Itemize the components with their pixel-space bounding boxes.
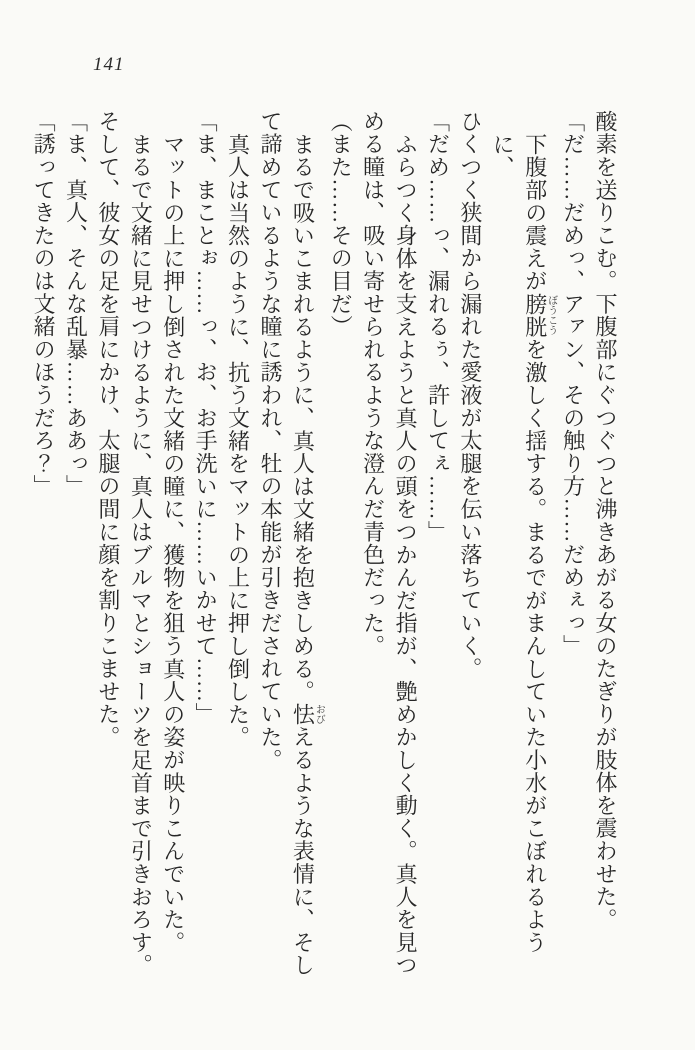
text-line: まるで吸いこまれるように、真人は文緒を抱きしめる。怯おびえるような表情に、そし xyxy=(290,133,325,977)
text-line: 「ま、まことぉ……っ、お、お手洗いに……いかせて……」 xyxy=(193,110,219,726)
page-number: 141 xyxy=(93,54,125,75)
text-line: 酸素を送りこむ。下腹部にぐつぐつと沸きあがる女のたぎりが肢体を震わせた。 xyxy=(593,110,618,931)
furigana: 怯おび xyxy=(290,703,325,726)
text-line: める瞳は、吸い寄せられるような澄んだ青色だった。 xyxy=(360,110,386,658)
text-line: 「誘ってきたのは文緒のほうだろ？」 xyxy=(31,110,57,498)
text-line: 「だめ……っ、漏れるぅ、許してぇ……」 xyxy=(425,110,451,544)
text-line: マットの上に押し倒された文緒の瞳に、獲物を狙う真人の姿が映りこんでいた。 xyxy=(160,133,186,954)
text-line: 下腹部の震えが膀胱ぼうこうを激しく揺する。まるでがまんしていた小水がこぼれるように、 xyxy=(490,133,557,954)
text-line: まるで文緒に見せつけるように、真人はブルマとショーツを足首まで引きおろす。 xyxy=(128,133,154,977)
text-line: ひくつく狭間から漏れた愛液が太腿を伝い落ちていく。 xyxy=(457,110,483,680)
text-line: （また……その目だ） xyxy=(328,110,354,338)
text-block xyxy=(27,110,621,982)
text-line: 「ま、真人、そんな乱暴……ああっ」 xyxy=(63,110,89,498)
text-line: 「だ……だめっ、アァン、その触り方……だめぇっ」 xyxy=(560,110,586,658)
text-line: 真人は当然のように、抗う文緒をマットの上に押し倒した。 xyxy=(225,133,251,749)
text-line: て諦めているような瞳に誘われ、牡の本能が引きだされていた。 xyxy=(257,110,283,772)
text-line: ふらつく身体を支えようと真人の頭をつかんだ指が、艶めかしく動く。真人を見つ xyxy=(393,133,419,977)
text-line: そして、彼女の足を肩にかけ、太腿の間に顔を割りこませた。 xyxy=(95,110,121,749)
furigana: 膀胱ぼうこう xyxy=(522,292,557,339)
